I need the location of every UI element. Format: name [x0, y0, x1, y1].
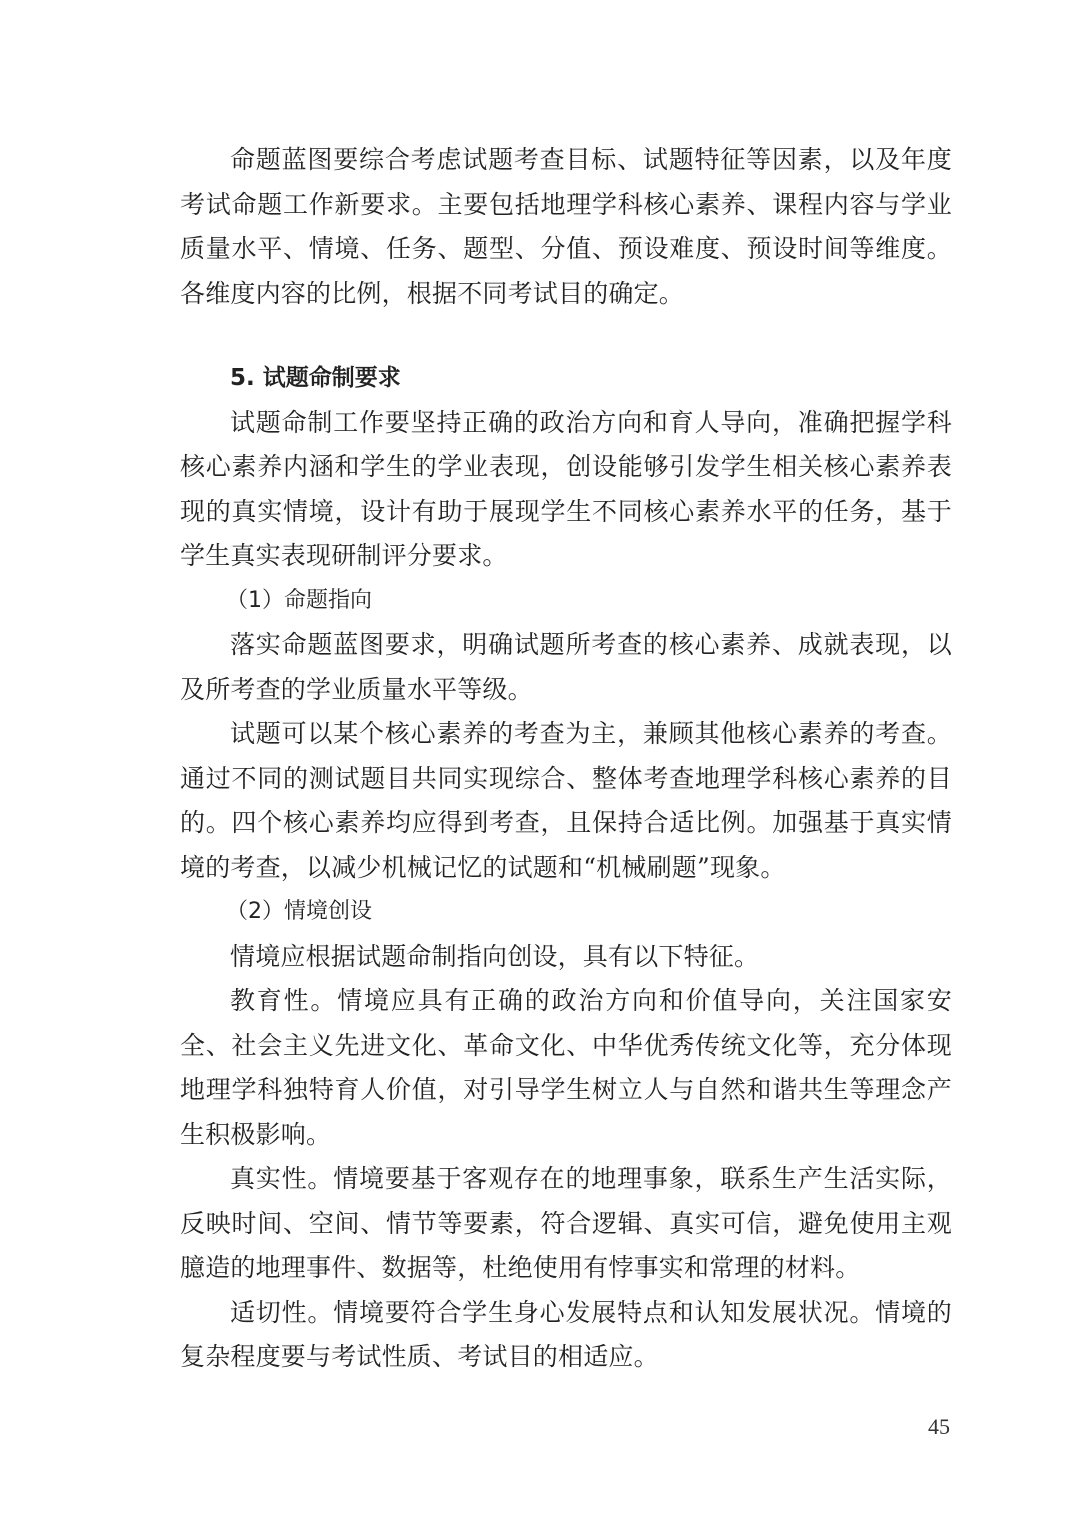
spacer: [180, 316, 952, 356]
paragraph-orientation-1: 落实命题蓝图要求，明确试题所考查的核心素养、成就表现，以及所考查的学业质量水平等级。: [180, 630, 952, 704]
paragraph-educational: 教育性。情境应具有正确的政治方向和价值导向，关注国家安全、社会主义先进文化、革命文化、中华优秀传统文化等，充分体现地理学科独特育人价值，对引导学生树立人与自然和谐共生等理念产生积极影响。: [180, 986, 952, 1149]
paragraph-appropriateness: 适切性。情境要符合学生身心发展特点和认知发展状况。情境的复杂程度要与考试性质、考试目的相适应。: [180, 1297, 952, 1371]
paragraph-context-intro: 情境应根据试题命制指向创设，具有以下特征。: [230, 941, 760, 971]
sub-heading-2: （2）情境创设: [226, 899, 372, 924]
paragraph-authenticity: 真实性。情境要基于客观存在的地理事象，联系生产生活实际，反映时间、空间、情节等要素，符合逻辑、真实可信，避免使用主观臆造的地理事件、数据等，杜绝使用有悖事实和常理的材料。: [180, 1164, 952, 1282]
section-heading-5: 5. 试题命制要求: [230, 365, 401, 391]
document-body: [180, 138, 952, 1380]
paragraph-orientation-2: 试题可以某个核心素养的考查为主，兼顾其他核心素养的考查。通过不同的测试题目共同实现综合、整体考查地理学科核心素养的目的。四个核心素养均应得到考查，且保持合适比例。加强基于真实情境的考查，以减少机械记忆的试题和“机械刷题”现象。: [180, 719, 952, 882]
page-number: 45: [928, 1414, 950, 1439]
sub-heading-1: （1）命题指向: [226, 587, 372, 613]
paragraph-item-requirements: 试题命制工作要坚持正确的政治方向和育人导向，准确把握学科核心素养内涵和学生的学业表现，创设能够引发学生相关核心素养表现的真实情境，设计有助于展现学生不同核心素养水平的任务，基于学生真实表现研制评分要求。: [180, 407, 952, 570]
paragraph-blueprint: 命题蓝图要综合考虑试题考查目标、试题特征等因素，以及年度考试命题工作新要求。主要包括地理学科核心素养、课程内容与学业质量水平、情境、任务、题型、分值、预设难度、预设时间等维度。各维度内容的比例，根据不同考试目的确定。: [180, 145, 952, 308]
